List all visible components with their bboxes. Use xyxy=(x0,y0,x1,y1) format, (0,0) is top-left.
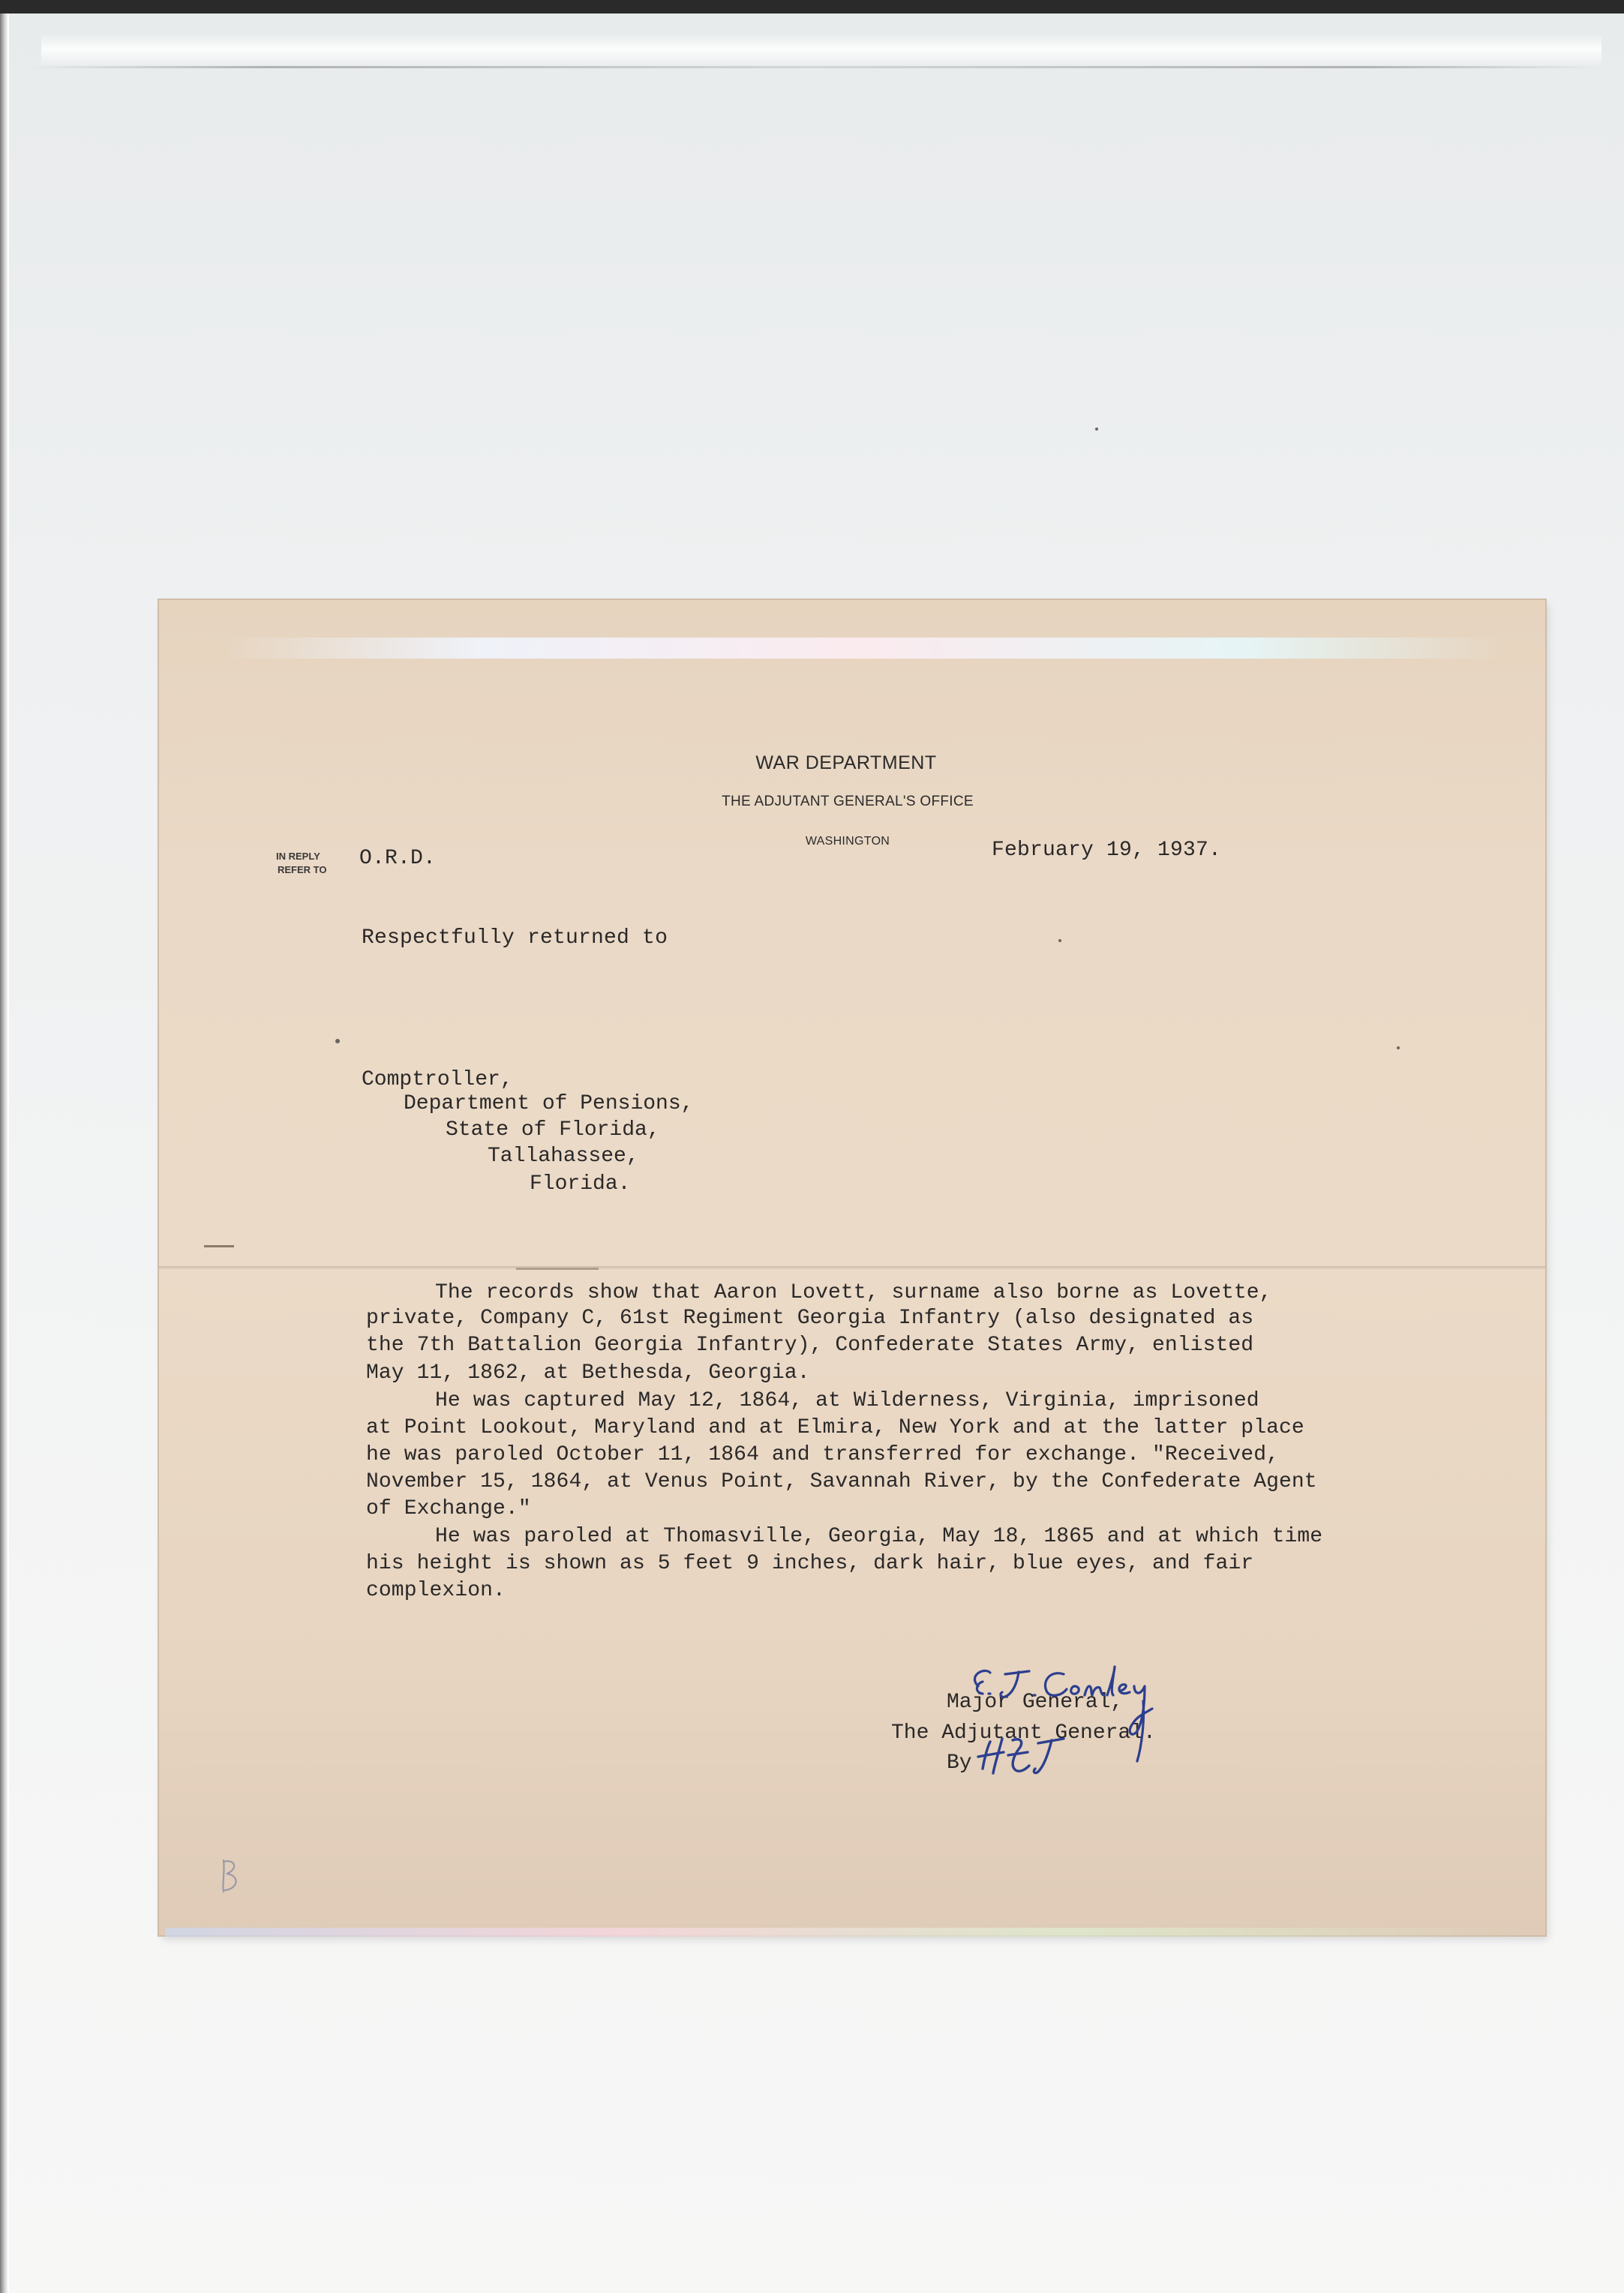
letterhead-department: WAR DEPARTMENT xyxy=(755,752,937,773)
body-line: he was paroled October 11, 1864 and transferred for exchange. "Received, xyxy=(366,1443,1279,1466)
body-line: complexion. xyxy=(366,1579,506,1602)
scan-top-border xyxy=(0,0,1624,14)
reference-code: O.R.D. xyxy=(359,847,437,870)
left-margin-tick xyxy=(204,1245,234,1247)
ink-dot xyxy=(1095,428,1098,431)
letterhead-city: WASHINGTON xyxy=(805,835,890,848)
ink-dot xyxy=(1397,1046,1400,1049)
address-line: Florida. xyxy=(530,1172,631,1196)
handwritten-signature-icon xyxy=(960,1656,1200,1791)
mount-sleeve-sheen xyxy=(41,34,1601,68)
body-line: the 7th Battalion Georgia Infantry), Confederate States Army, enlisted xyxy=(366,1334,1254,1357)
body-line: private, Company C, 61st Regiment Georgia Infantry (also designated as xyxy=(366,1307,1254,1330)
ink-dot xyxy=(335,1039,340,1043)
reply-label-line2: REFER TO xyxy=(278,864,327,875)
salutation: Respectfully returned to xyxy=(362,926,668,950)
margin-pencil-mark xyxy=(218,1853,248,1898)
signature-by: By xyxy=(947,1751,972,1775)
fold-tick xyxy=(516,1268,599,1270)
address-line: State of Florida, xyxy=(446,1118,660,1142)
letterhead-office: THE ADJUTANT GENERAL'S OFFICE xyxy=(722,794,974,809)
address-line: Department of Pensions, xyxy=(404,1092,694,1115)
body-line: He was captured May 12, 1864, at Wilderness, Virginia, imprisoned xyxy=(435,1389,1259,1412)
sheet-bottom-sheen xyxy=(165,1928,1530,1937)
body-line: his height is shown as 5 feet 9 inches, dark hair, blue eyes, and fair xyxy=(366,1552,1254,1575)
body-line: He was paroled at Thomasville, Georgia, May 18, 1865 and at which time xyxy=(435,1525,1323,1548)
mount-sleeve-edge xyxy=(30,66,1598,68)
body-line: May 11, 1862, at Bethesda, Georgia. xyxy=(366,1361,810,1385)
signature-title: The Adjutant General. xyxy=(891,1721,1156,1745)
signature-rank: Major General, xyxy=(947,1691,1124,1714)
ink-dot xyxy=(1058,939,1061,942)
body-line: at Point Lookout, Maryland and at Elmira, New York and at the latter place xyxy=(366,1416,1304,1439)
address-line: Tallahassee, xyxy=(488,1145,639,1168)
scan-left-edge xyxy=(0,14,8,2293)
body-line: of Exchange." xyxy=(366,1497,531,1520)
sheet-fold-crease xyxy=(159,1266,1545,1271)
reply-label-line1: IN REPLY xyxy=(276,851,320,862)
address-line: Comptroller, xyxy=(362,1068,513,1091)
letter-date: February 19, 1937. xyxy=(992,839,1222,862)
body-line: November 15, 1864, at Venus Point, Savannah River, by the Confederate Agent xyxy=(366,1470,1317,1493)
body-line: The records show that Aaron Lovett, surname also borne as Lovette, xyxy=(435,1281,1272,1304)
sheet-sheen xyxy=(225,638,1500,659)
